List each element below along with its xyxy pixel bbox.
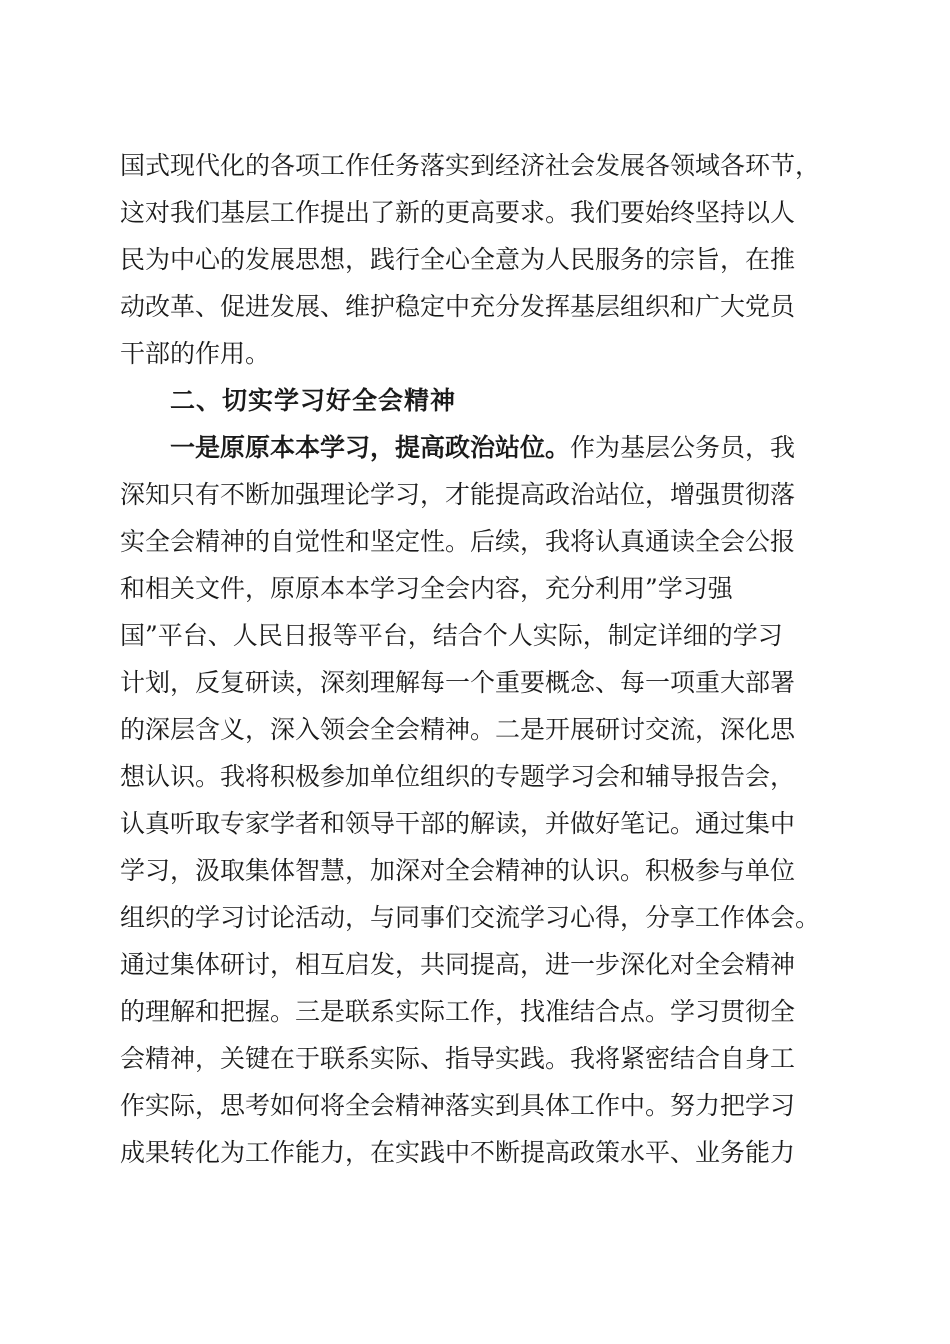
paragraph-line: 国式现代化的各项工作任务落实到经济社会发展各领域各环节， (120, 151, 821, 180)
paragraph-line: 干部的作用。 (120, 339, 271, 368)
paragraph-line: 组织的学习讨论活动，与同事们交流学习心得，分享工作体会。 (120, 903, 821, 932)
paragraph-line: 民为中心的发展思想，践行全心全意为人民服务的宗旨，在推 (120, 245, 796, 274)
paragraph-line (120, 424, 840, 471)
paragraph-line: 和相关文件，原原本本学习全会内容，充分利用”学习强 (120, 574, 733, 603)
document-body (120, 142, 840, 1176)
paragraph-line: 会精神，关键在于联系实际、指导实践。我将紧密结合自身工 (120, 1044, 796, 1073)
paragraph-line: 实全会精神的自觉性和坚定性。后续，我将认真通读全会公报 (120, 527, 796, 556)
paragraph-line: 的理解和把握。三是联系实际工作，找准结合点。学习贯彻全 (120, 997, 796, 1026)
paragraph-line: 动改革、促进发展、维护稳定中充分发挥基层组织和广大党员 (120, 292, 796, 321)
section-heading: 二、切实学习好全会精神 (170, 386, 457, 415)
paragraph-line: 想认识。我将积极参加单位组织的专题学习会和辅导报告会， (120, 762, 796, 791)
bold-lead-text: 一是原原本本学习，提高政治站位。 (170, 433, 571, 462)
paragraph-line: 国”平台、人民日报等平台，结合个人实际，制定详细的学习 (120, 621, 783, 650)
paragraph-line: 成果转化为工作能力，在实践中不断提高政策水平、业务能力 (120, 1138, 796, 1167)
paragraph-line: 深知只有不断加强理论学习，才能提高政治站位，增强贯彻落 (120, 480, 796, 509)
paragraph-line: 作实际，思考如何将全会精神落实到具体工作中。努力把学习 (120, 1091, 796, 1120)
paragraph-line: 认真听取专家学者和领导干部的解读，并做好笔记。通过集中 (120, 809, 796, 838)
paragraph-line: 计划，反复研读，深刻理解每一个重要概念、每一项重大部署 (120, 668, 796, 697)
paragraph-text: 作为基层公务员，我 (570, 433, 796, 462)
paragraph-line: 学习，汲取集体智慧，加深对全会精神的认识。积极参与单位 (120, 856, 796, 885)
paragraph-line: 通过集体研讨，相互启发，共同提高，进一步深化对全会精神 (120, 950, 796, 979)
paragraph-line: 的深层含义，深入领会全会精神。二是开展研讨交流，深化思 (120, 715, 796, 744)
paragraph-line: 这对我们基层工作提出了新的更高要求。我们要始终坚持以人 (120, 198, 796, 227)
